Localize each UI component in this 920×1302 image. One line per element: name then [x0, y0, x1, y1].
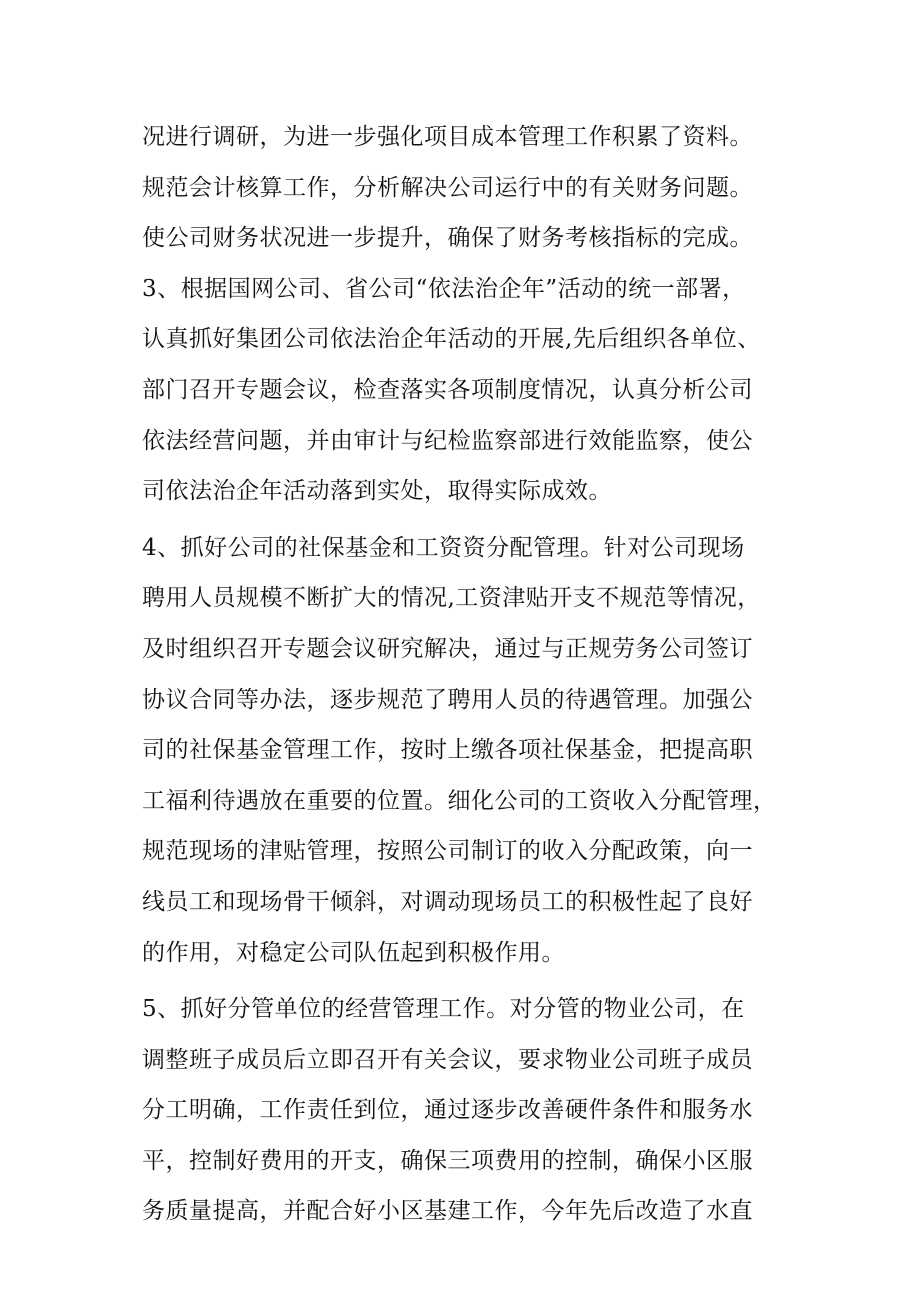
body-text — [142, 112, 807, 1237]
text-line: 司依法治企年活动落到实处，取得实际成效。 — [142, 478, 612, 505]
text-line: 及时组织召开专题会议研究解决，通过与正规劳务公司签订 — [142, 635, 753, 662]
text-line: 线员工和现场骨干倾斜，对调动现场员工的积极性起了良好 — [142, 888, 753, 915]
text-line: 使公司财务状况进一步提升，确保了财务考核指标的完成。 — [142, 225, 753, 252]
text-line: 规范会计核算工作，分析解决公司运行中的有关财务问题。 — [142, 174, 753, 201]
text-line: 况进行调研，为进一步强化项目成本管理工作积累了资料。 — [142, 124, 753, 150]
text-line: 务质量提高，并配合好小区基建工作，今年先后改造了水直 — [142, 1198, 753, 1225]
text-line: 的作用，对稳定公司队伍起到积极作用。 — [142, 939, 565, 966]
text-line: 司的社保基金管理工作，按时上缴各项社保基金，把提高职 — [142, 737, 753, 764]
text-line: 规范现场的津贴管理，按照公司制订的收入分配政策，向一 — [142, 838, 753, 865]
text-line: 协议合同等办法，逐步规范了聘用人员的待遇管理。加强公 — [142, 686, 753, 713]
text-line: 4、抓好公司的社保基金和工资资分配管理。针对公司现场 — [142, 534, 745, 561]
text-line: 依法经营问题，并由审计与纪检监察部进行效能监察，使公 — [142, 427, 753, 454]
text-line: 分工明确，工作责任到位，通过逐步改善硬件条件和服务水 — [142, 1097, 753, 1124]
text-line: 3、根据国网公司、省公司“依法治企年”活动的统一部署， — [142, 275, 746, 302]
text-line: 认真抓好集团公司依法治企年活动的开展,先后组织各单位、 — [142, 326, 761, 353]
text-line: 工福利待遇放在重要的位置。细化公司的工资收入分配管理， — [142, 787, 777, 814]
text-line: 调整班子成员后立即召开有关会议，要求物业公司班子成员 — [142, 1046, 753, 1073]
text-line: 5、抓好分管单位的经营管理工作。对分管的物业公司，在 — [142, 996, 745, 1023]
text-line: 平，控制好费用的开支，确保三项费用的控制，确保小区服 — [142, 1147, 753, 1174]
text-line: 部门召开专题会议，检查落实各项制度情况，认真分析公司 — [142, 376, 753, 403]
text-line: 聘用人员规模不断扩大的情况,工资津贴开支不规范等情况， — [142, 585, 761, 612]
